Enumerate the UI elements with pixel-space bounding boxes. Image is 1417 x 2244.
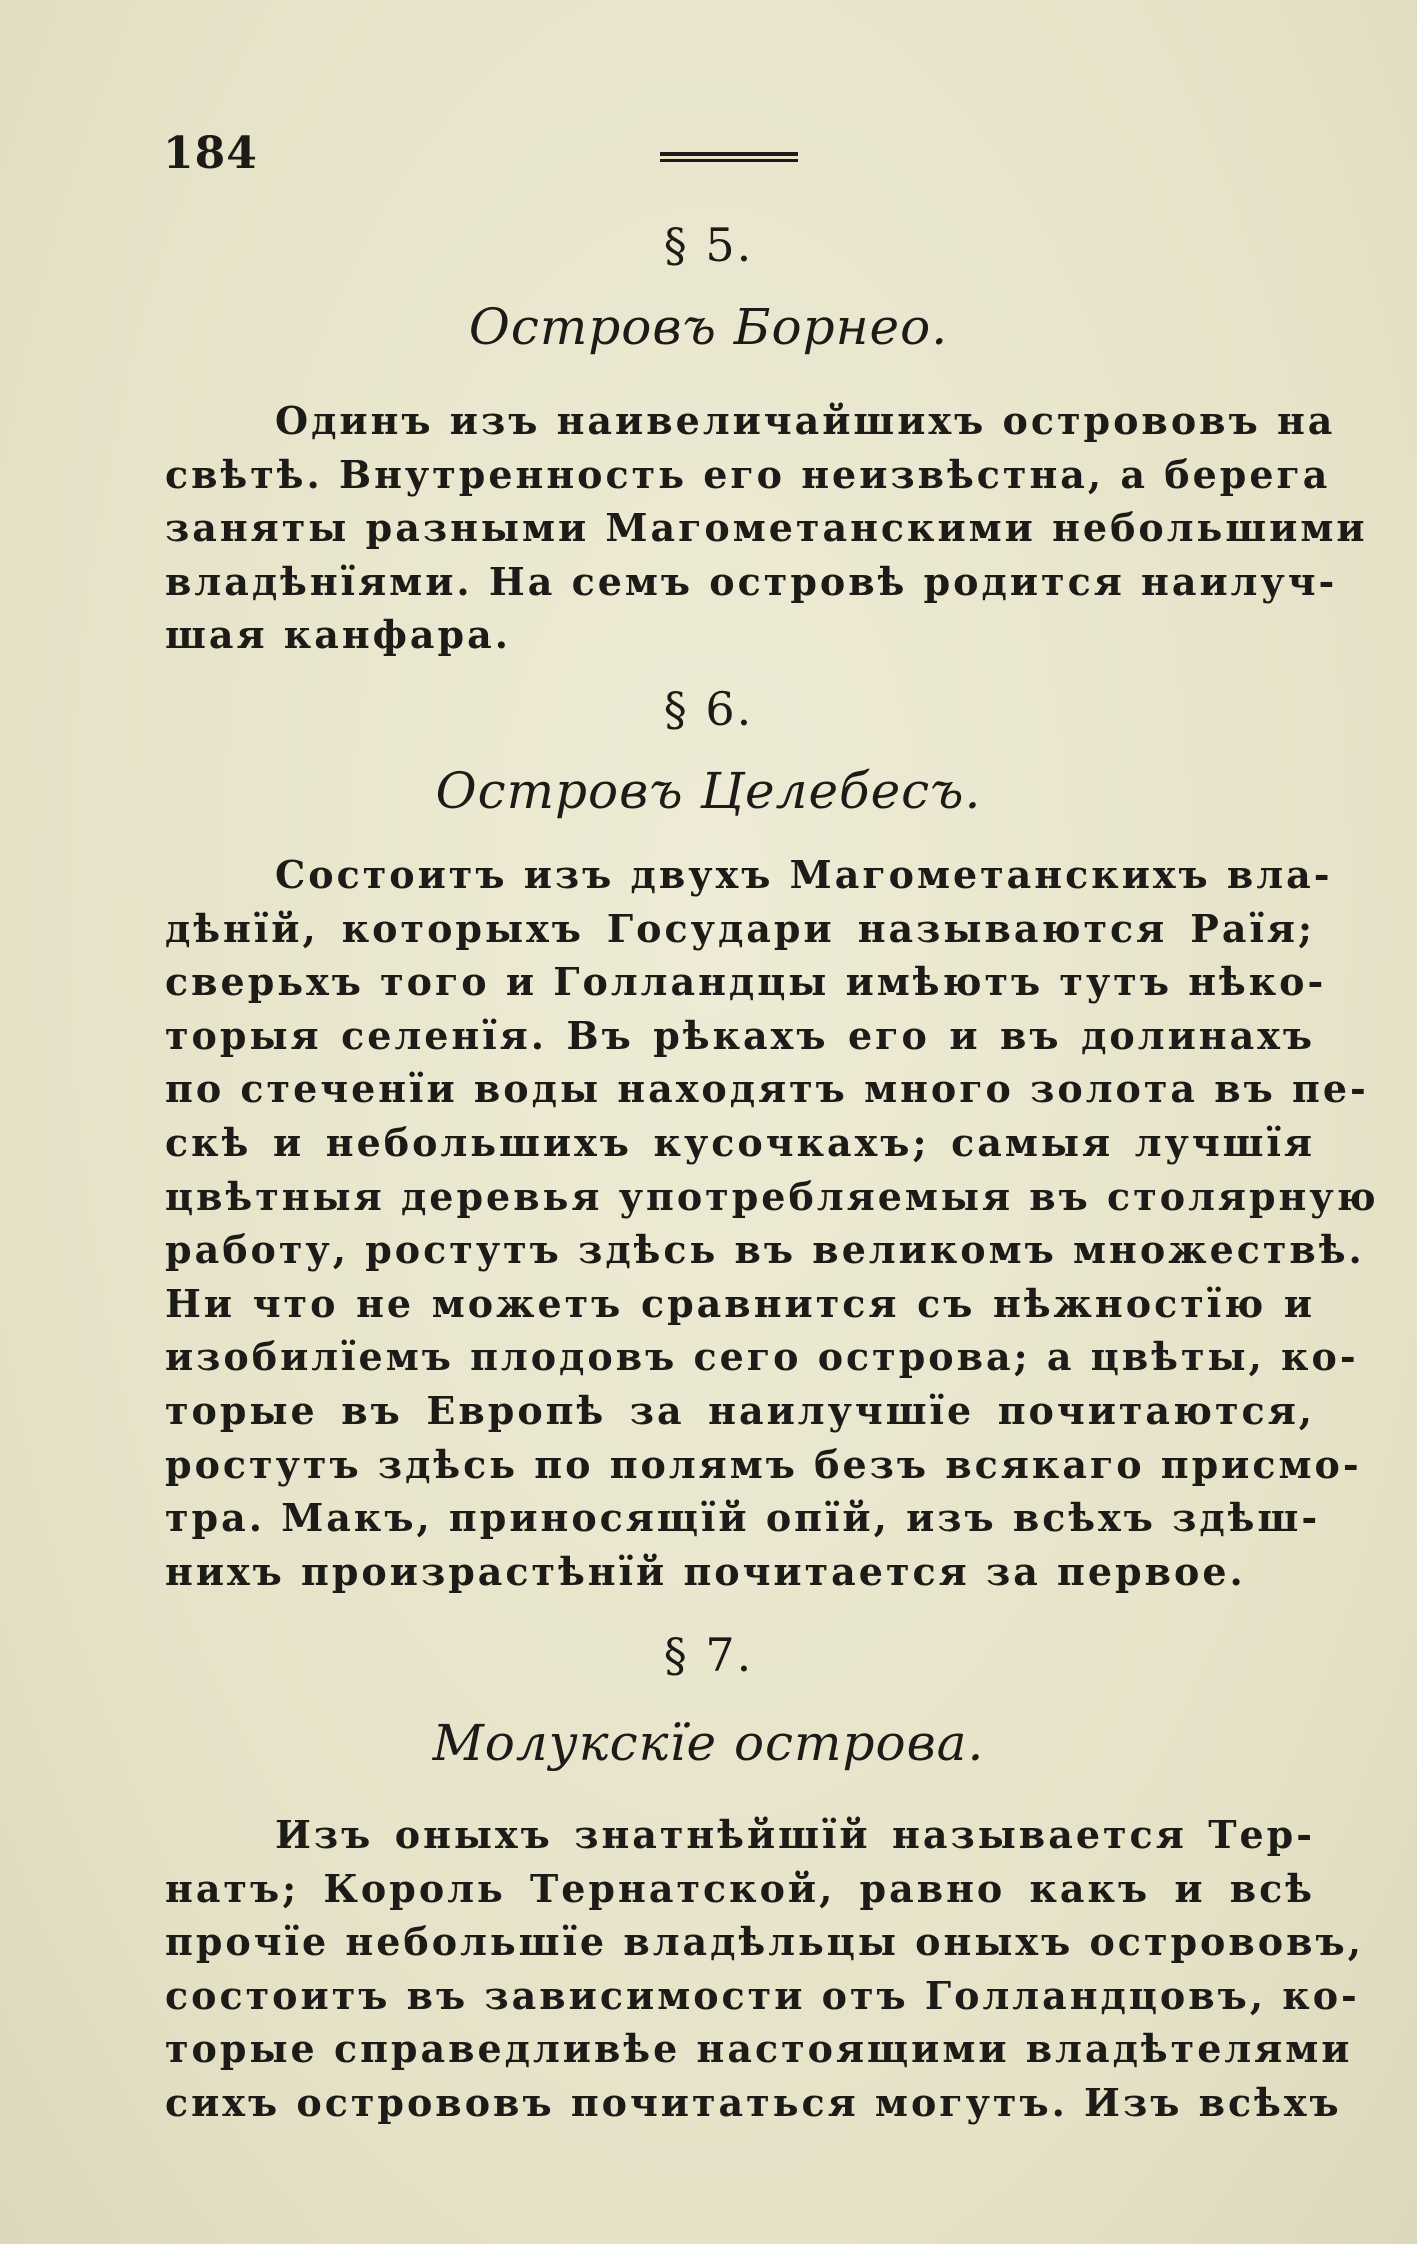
section-text xyxy=(165,848,1379,1598)
text-line: ростутъ здѣсь по полямъ безъ всякаго присмо- xyxy=(165,1441,1362,1487)
text-line: тра. Макъ, приносящїй опїй, изъ всѣхъ здѣш- xyxy=(165,1495,1321,1541)
section-heading: Островъ Борнео. xyxy=(468,298,949,356)
text-line: шая канфара. xyxy=(165,612,511,658)
text-line: прочїе небольшїе владѣльцы оныхъ острововъ, xyxy=(165,1919,1364,1965)
text-line: торые въ Европѣ за наилучшїе почитаются, xyxy=(165,1387,1315,1433)
text-line: Состоитъ изъ двухъ Магометанскихъ вла- xyxy=(275,852,1333,897)
text-line: нихъ произрастѣнїй почитается за первое. xyxy=(165,1548,1246,1594)
text-line: цвѣтныя деревья употребляемыя въ столярную xyxy=(165,1173,1379,1219)
text-line: сихъ острововъ почитаться могутъ. Изъ всѣхъ xyxy=(165,2079,1342,2125)
text-line: состоитъ въ зависимости отъ Голландцовъ, ко- xyxy=(165,1972,1360,2018)
text-line: торыя селенїя. Въ рѣкахъ его и въ долинахъ xyxy=(165,1012,1315,1058)
text-line: заняты разными Магометанскими небольшими xyxy=(165,505,1368,551)
text-line: изобилїемъ плодовъ сего острова; а цвѣты, ко- xyxy=(165,1334,1359,1380)
page-number: 184 xyxy=(163,128,258,179)
section-marker: § 7. xyxy=(663,1628,754,1682)
text-line: Изъ оныхъ знатнѣйшїй называется Тер- xyxy=(275,1812,1315,1857)
section-marker: § 5. xyxy=(663,218,754,272)
section-text xyxy=(165,1808,1364,2130)
header-rule xyxy=(660,152,798,164)
text-line: сверьхъ того и Голландцы имѣютъ тутъ нѣко- xyxy=(165,959,1327,1005)
text-line: натъ; Король Тернатской, равно какъ и всѣ xyxy=(165,1865,1315,1911)
text-line: работу, ростутъ здѣсь въ великомъ множествѣ. xyxy=(165,1227,1365,1273)
section-heading: Молукскїе острова. xyxy=(432,1714,985,1772)
section-text xyxy=(165,394,1368,662)
text-line: Ни что не можетъ сравнится съ нѣжностїю и xyxy=(165,1280,1315,1326)
text-line: по стеченїи воды находятъ много золота въ пе- xyxy=(165,1066,1369,1112)
text-line: владѣнїями. На семъ островѣ родится наилуч- xyxy=(165,558,1338,604)
text-line: дѣнїй, которыхъ Государи называются Раїя; xyxy=(165,905,1315,951)
text-line: свѣтѣ. Внутренность его неизвѣстна, а берега xyxy=(165,451,1331,497)
section-marker: § 6. xyxy=(663,682,754,736)
section-heading: Островъ Целебесъ. xyxy=(435,762,982,820)
text-line: Одинъ изъ наивеличайшихъ острововъ на xyxy=(275,398,1336,443)
text-line: скѣ и небольшихъ кусочкахъ; самыя лучшїя xyxy=(165,1119,1315,1165)
text-line: торые справедливѣе настоящими владѣтелями xyxy=(165,2026,1353,2072)
